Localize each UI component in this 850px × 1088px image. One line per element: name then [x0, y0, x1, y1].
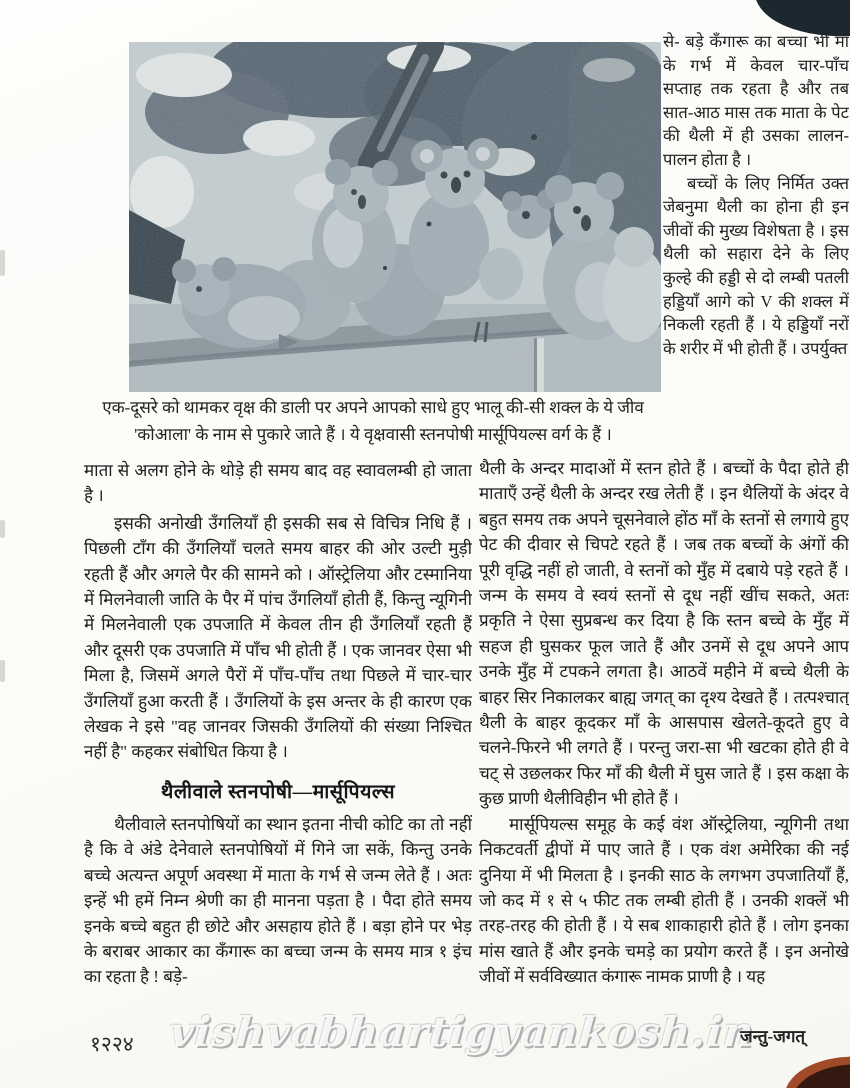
scan-edge-mark — [0, 520, 5, 538]
paragraph: थैलीवाले स्तनपोषियों का स्थान इतना नीची कोटि का तो नहीं है कि वे अंडे देनेवाले स्तनपोषियों में गिने जा सकें, किन्तु उनके बच्चे अत्यन्त अपूर्ण अवस्था में माता के गर्भ से जन्म लेते हैं । अतः इन्हें भी हमें निम्न श्रेणी का ही मानना पड़ता है । पैदा होते समय इनके बच्चे बहुत ही छोटे और असहाय होते हैं । बड़ा होने पर भेड़ के बराबर आकार का कँगारू का बच्चा जन्म के समय मात्र १ इंच का रहता है ! बड़े- — [84, 814, 472, 987]
paragraph: मार्सूपियल्स समूह के कई वंश ऑस्ट्रेलिया, न्यूगिनी तथा निकटवर्ती द्वीपों में पाए जाते हैं । एक वंश अमेरिका की नई दुनिया में भी मिलता है । इनकी साठ के लगभग उपजातियाँ हैं, जो कद में १ से ५ फीट तक लम्बी होती हैं । उनकी शक्लें भी तरह-तरह की होती हैं । ये सब शाकाहारी होते हैं । लोग इनका मांस खाते हैं और इनके चमड़े का प्रयोग करते हैं । इन अनोखे जीवों में सर्वविख्यात कंगारू नामक प्राणी है । यह — [479, 814, 849, 987]
photo-caption-line2: 'कोआला' के नाम से पुकारे जाते हैं । ये वृक्षवासी स्तनपोषी मार्सूपियल्स वर्ग के हैं । — [134, 425, 612, 444]
left-main-column — [84, 458, 472, 1018]
right-narrow-column — [663, 30, 849, 458]
running-header-section: जन्तु-जगत् — [740, 1027, 806, 1046]
site-watermark: vishvabhartigyankosh.in — [168, 1008, 756, 1056]
photo-caption-line1: एक-दूसरे को थामकर वृक्ष की डाली पर अपने आपको साधे हुए भालू की-सी शक्ल के ये जीव — [102, 398, 644, 417]
koala-photo — [129, 42, 661, 392]
scan-edge-mark — [0, 660, 5, 682]
paragraph: थैली के अन्दर मादाओं में स्तन होते हैं । बच्चों के पैदा होते ही माताएँ उन्हें थैली के अन्दर रख लेती हैं । इन थैलियों के अंदर वे बहुत समय तक अपने चूसनेवाले होंठ माँ के स्तनों से लगाये हुए पेट की दीवार से चिपटे रहते हैं । जब तक बच्चों के अंगों की पूरी वृद्धि नहीं हो जाती, वे स्तनों को मुँह में दबाये पड़े रहते हैं । जन्म के समय वे स्वयं स्तनों से दूध नहीं खींच सकते, अतः प्रकृति ने ऐसा सुप्रबन्ध कर दिया है कि स्तन बच्चे के मुँह में सहज ही घुसकर फूल जाते हैं और उनमें से दूध अपने आप उनके मुँह में टपकने लगता है। आठवें महीने में बच्चे थैली के बाहर सिर निकालकर बाह्य जगत् का दृश्य देखते हैं । तत्पश्चात् थैली के बाहर कूदकर माँ के आसपास खेलते-कूदते हुए वे चलने-फिरने भी लगते हैं । परन्तु जरा-सा भी खटका होते ही वे चट् से उछलकर फिर माँ की थैली में घुस जाते हैं । इस कक्षा के कुछ प्राणी थैलीविहीन भी होते हैं । — [479, 459, 849, 809]
paragraph: से- बड़े कँगारू का बच्चा भी माँ के गर्भ में केवल चार-पाँच सप्ताह तक रहता है और तब सात-आठ मास तक माता के पेट की थैली में ही उसका लालन-पालन होता है । — [663, 32, 849, 169]
koala-photo-illustration — [129, 42, 661, 392]
page-number: १२२४ — [90, 1032, 134, 1056]
section-heading: थैलीवाले स्तनपोषी—मार्सूपियल्स — [160, 781, 396, 803]
paragraph: बच्चों के लिए निर्मित उक्त जेबनुमा थैली का होना ही इन जीवों की मुख्य विशेषता है । इस थैली को सहारा देने के लिए कुल्हे की हड्डी से दो लम्बी पतली हड्डियाँ आगे को V की शक्ल में निकली रहती हैं । ये हड्डियाँ नरों के शरीर में भी होती हैं । उपर्युक्त — [663, 173, 849, 358]
scan-edge-mark — [0, 250, 5, 276]
photo-caption — [84, 394, 662, 448]
paragraph: माता से अलग होने के थोड़े ही समय बाद वह स्वावलम्बी हो जाता है । — [84, 461, 472, 506]
right-main-column — [479, 456, 849, 1022]
paragraph: इसकी अनोखी उँगलियाँ ही इसकी सब से विचित्र निधि हैं । पिछली टाँग की उँगलियाँ चलते समय बाहर की ओर उल्टी मुड़ी रहती हैं और अगले पैर की सामने को । ऑस्ट्रेलिया और टस्मानिया में मिलनेवाली जाति के पैर में पांच उँगलियाँ होती हैं, किन्तु न्यूगिनी में मिलनेवाली एक उपजाति में केवल तीन ही उँगलियाँ रहती हैं और दूसरी एक उपजाति में पाँच भी होती हैं । एक जानवर ऐसा भी मिला है, जिसमें अगले पैरों में पाँच-पाँच तथा पिछले में चार-चार उँगलियाँ हुआ करती हैं । उँगलियों के इस अन्तर के ही कारण एक लेखक ने इसे "वह जानवर जिसकी उँगलियों की संख्या निश्चित नहीं है" कहकर संबोधित किया है । — [84, 513, 472, 762]
